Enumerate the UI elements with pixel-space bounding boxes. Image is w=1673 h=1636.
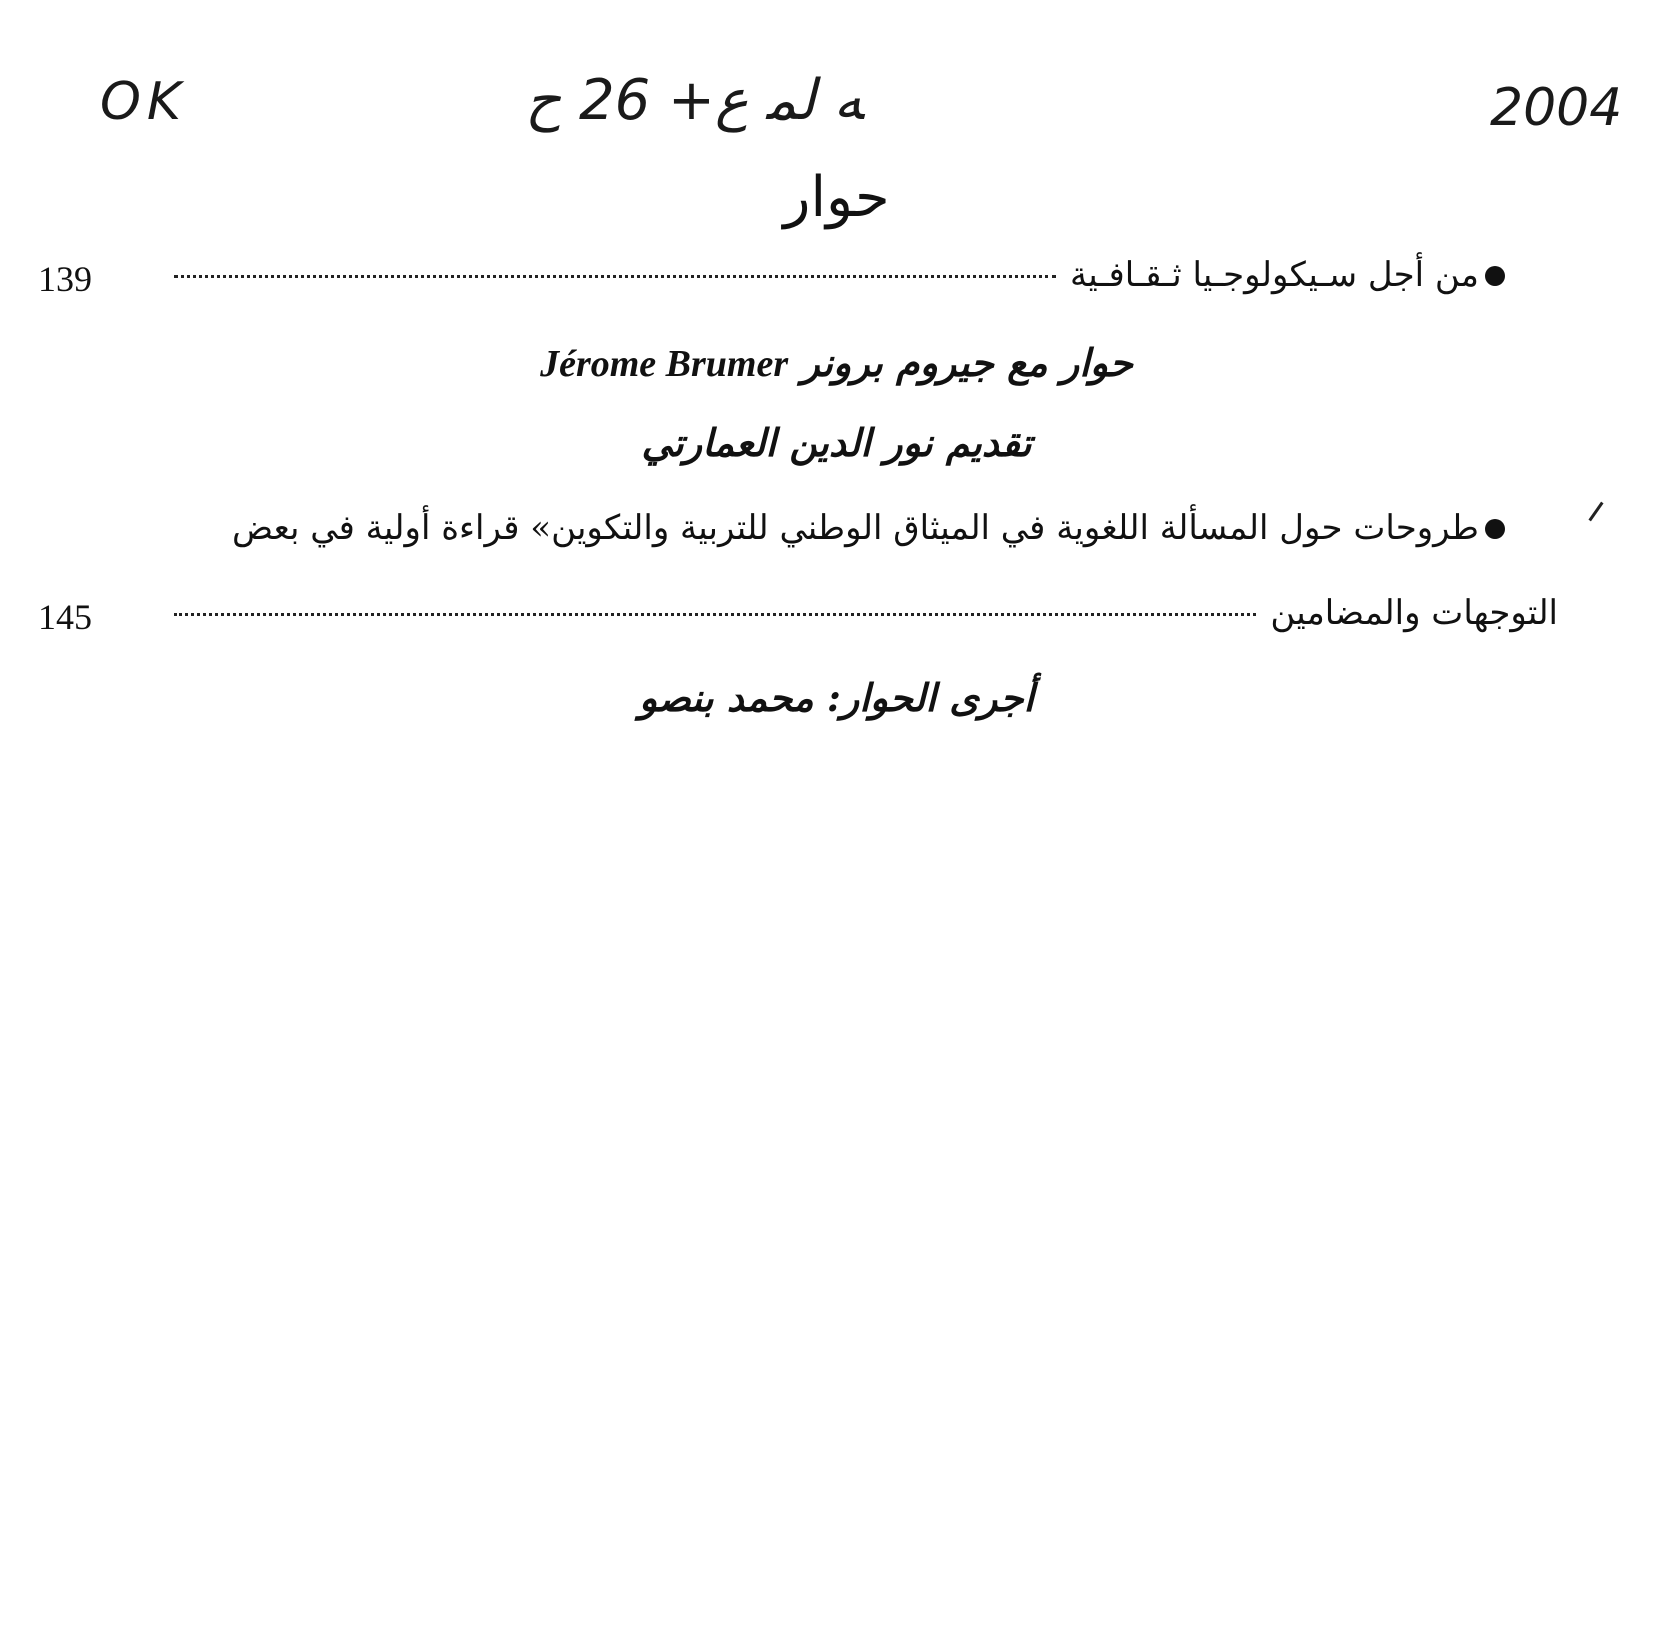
toc-entry-1-presenter: تقديم نور الدين العمارتي xyxy=(641,420,1032,465)
dot-leader xyxy=(174,275,1056,278)
toc-entry-1-byline-latin: Jérome Brumer xyxy=(540,343,789,385)
dot-leader xyxy=(174,613,1256,616)
handwritten-check-mark xyxy=(1588,502,1603,522)
toc-entry-1-page-number: 139 xyxy=(38,259,92,299)
bullet-icon xyxy=(1485,519,1505,539)
toc-entry-1-byline-arabic: حوار مع جيروم برونر xyxy=(801,340,1133,385)
toc-entry-2-title-part-2: التوجهات والمضامين xyxy=(1270,593,1558,633)
toc-entry-2-title-line-1 xyxy=(150,508,1505,548)
toc-entry-2-title-line-2 xyxy=(160,593,1558,633)
bullet-icon xyxy=(1485,266,1505,286)
toc-entry-1-title: من أجل سـيكولوجـيا ثـقـافـية xyxy=(1070,255,1479,295)
handwritten-ok-note: OK xyxy=(100,72,188,132)
handwritten-code-note: ﻪ ﻟﻤ ﻉ+ 26 ﺡ xyxy=(525,68,864,133)
toc-entry-2-title-part-1: طروحات حول المسألة اللغوية في الميثاق الوطني للتربية والتكوين» قراءة أولية في بعض xyxy=(231,508,1479,548)
section-heading: حوار xyxy=(783,165,890,230)
toc-entry-2-byline: أجرى الحوار: محمد بنصو xyxy=(638,675,1035,720)
toc-entry-1-title-line xyxy=(160,255,1505,295)
handwritten-year-note: 2004 xyxy=(1490,78,1623,138)
toc-entry-2-page-number: 145 xyxy=(38,597,92,637)
toc-entry-1-byline xyxy=(0,340,1673,386)
